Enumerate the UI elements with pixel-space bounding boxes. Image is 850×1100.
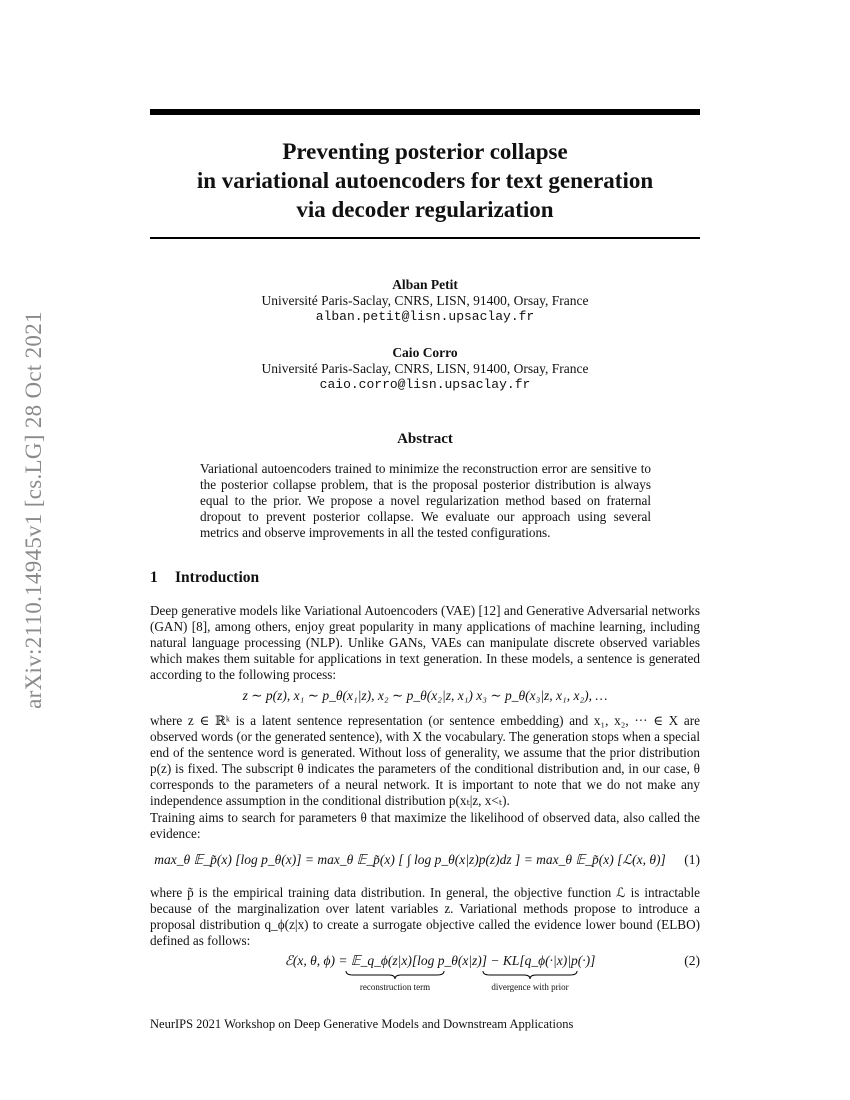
title-bottom-rule (150, 237, 700, 239)
section-title: Introduction (175, 569, 260, 586)
underbrace-left (345, 970, 445, 980)
section-heading (150, 569, 259, 587)
equation-2-text: ℰ(x, θ, ϕ) = 𝔼_q_ϕ(z|x)[log p_θ(x|z)] − KL[q_ϕ(·|x)|p(·)] (284, 953, 596, 968)
abstract-heading: Abstract (397, 431, 453, 447)
divergence-label: divergence with prior (491, 982, 569, 992)
arxiv-identifier (14, 270, 54, 750)
title-line-2: in variational autoencoders for text generation (196, 168, 654, 193)
author-block-1 (150, 277, 700, 325)
author-name: Alban Petit (392, 277, 458, 292)
equation-2 (150, 953, 700, 993)
author-affiliation: Université Paris-Saclay, CNRS, LISN, 91400, Orsay, France (261, 361, 589, 376)
intro-paragraph-1: Deep generative models like Variational Autoencoders (VAE) [12] and Generative Adversarial networks (GAN) [8], among others, enjoy great popularity in many applications of machine learning, including natural language processing (NLP). Unlike GANs, VAEs can manipulate discrete observed variables which makes them suitable for applications in text generation. In these models, a sentence is generated according to the following process: (150, 603, 700, 682)
author-email[interactable]: alban.petit@lisn.upsaclay.fr (315, 309, 535, 324)
author-affiliation: Université Paris-Saclay, CNRS, LISN, 91400, Orsay, France (261, 293, 589, 308)
title-line-1: Preventing posterior collapse (282, 139, 568, 164)
intro-paragraph-3: Training aims to search for parameters θ that maximize the likelihood of observed data, also called the evidence: (150, 810, 700, 841)
section-number: 1 (150, 569, 158, 586)
equation-1-text: max_θ 𝔼_p̃(x) [log p_θ(x)] = max_θ 𝔼_p̃(x) [ ∫ log p_θ(x|z)p(z)dz ] = max_θ 𝔼_p̃(x) [ℒ(x, θ)] (154, 852, 666, 867)
generative-process-equation (150, 688, 700, 704)
abstract-text: Variational autoencoders trained to minimize the reconstruction error are sensitive to the posterior collapse problem, that is the proposal posterior distribution is always equal to the prior. We propose a novel regularization method based on fraternal dropout to prevent posterior collapse. We evaluate our approach using several metrics and observe improvements in all the tested configurations. (200, 461, 651, 540)
reconstruction-term-label: reconstruction term (359, 982, 431, 992)
equation-1 (150, 852, 700, 868)
title-line-3: via decoder regularization (296, 197, 554, 222)
title-top-rule (150, 109, 700, 115)
venue-footer: NeurIPS 2021 Workshop on Deep Generative Models and Downstream Applications (150, 1017, 574, 1031)
arxiv-identifier-text: arXiv:2110.14945v1 [cs.LG] 28 Oct 2021 (21, 311, 46, 709)
equation-1-number: (1) (684, 852, 700, 867)
author-name: Caio Corro (392, 345, 458, 360)
intro-paragraph-4: where p̃ is the empirical training data distribution. In general, the objective function ℒ is intractable because of the marginalization over latent variables z. Variational methods propose to introduce a proposal distribution q_ϕ(z|x) to create a surrogate objective called the evidence lower bound (ELBO) defined as follows: (150, 885, 700, 948)
author-email[interactable]: caio.corro@lisn.upsaclay.fr (319, 377, 531, 392)
equation-2-number: (2) (684, 953, 700, 968)
paper-title (150, 137, 700, 224)
equation-text: z ∼ p(z), x₁ ∼ p_θ(x₁|z), x₂ ∼ p_θ(x₂|z, x₁) x₃ ∼ p_θ(x₃|z, x₁, x₂), … (242, 688, 608, 703)
author-block-2 (150, 345, 700, 393)
intro-paragraph-2: where z ∈ ℝᵏ is a latent sentence representation (or sentence embedding) and x₁, x₂, ··· ∈ X are observed words (or the generated sentence), with X the vocabulary. The generation stops when a special end of the sentence word is generated. Without loss of generality, we assume that the prior distribution p(z) is fixed. The subscript θ indicates the parameters of the conditional distribution and, in our case, θ corresponds to the parameters of a neural network. It is important to note that we do not make any independence assumption in the conditional distribution p(xₜ|z, x<ₜ). (150, 713, 700, 808)
underbrace-right (482, 970, 578, 980)
